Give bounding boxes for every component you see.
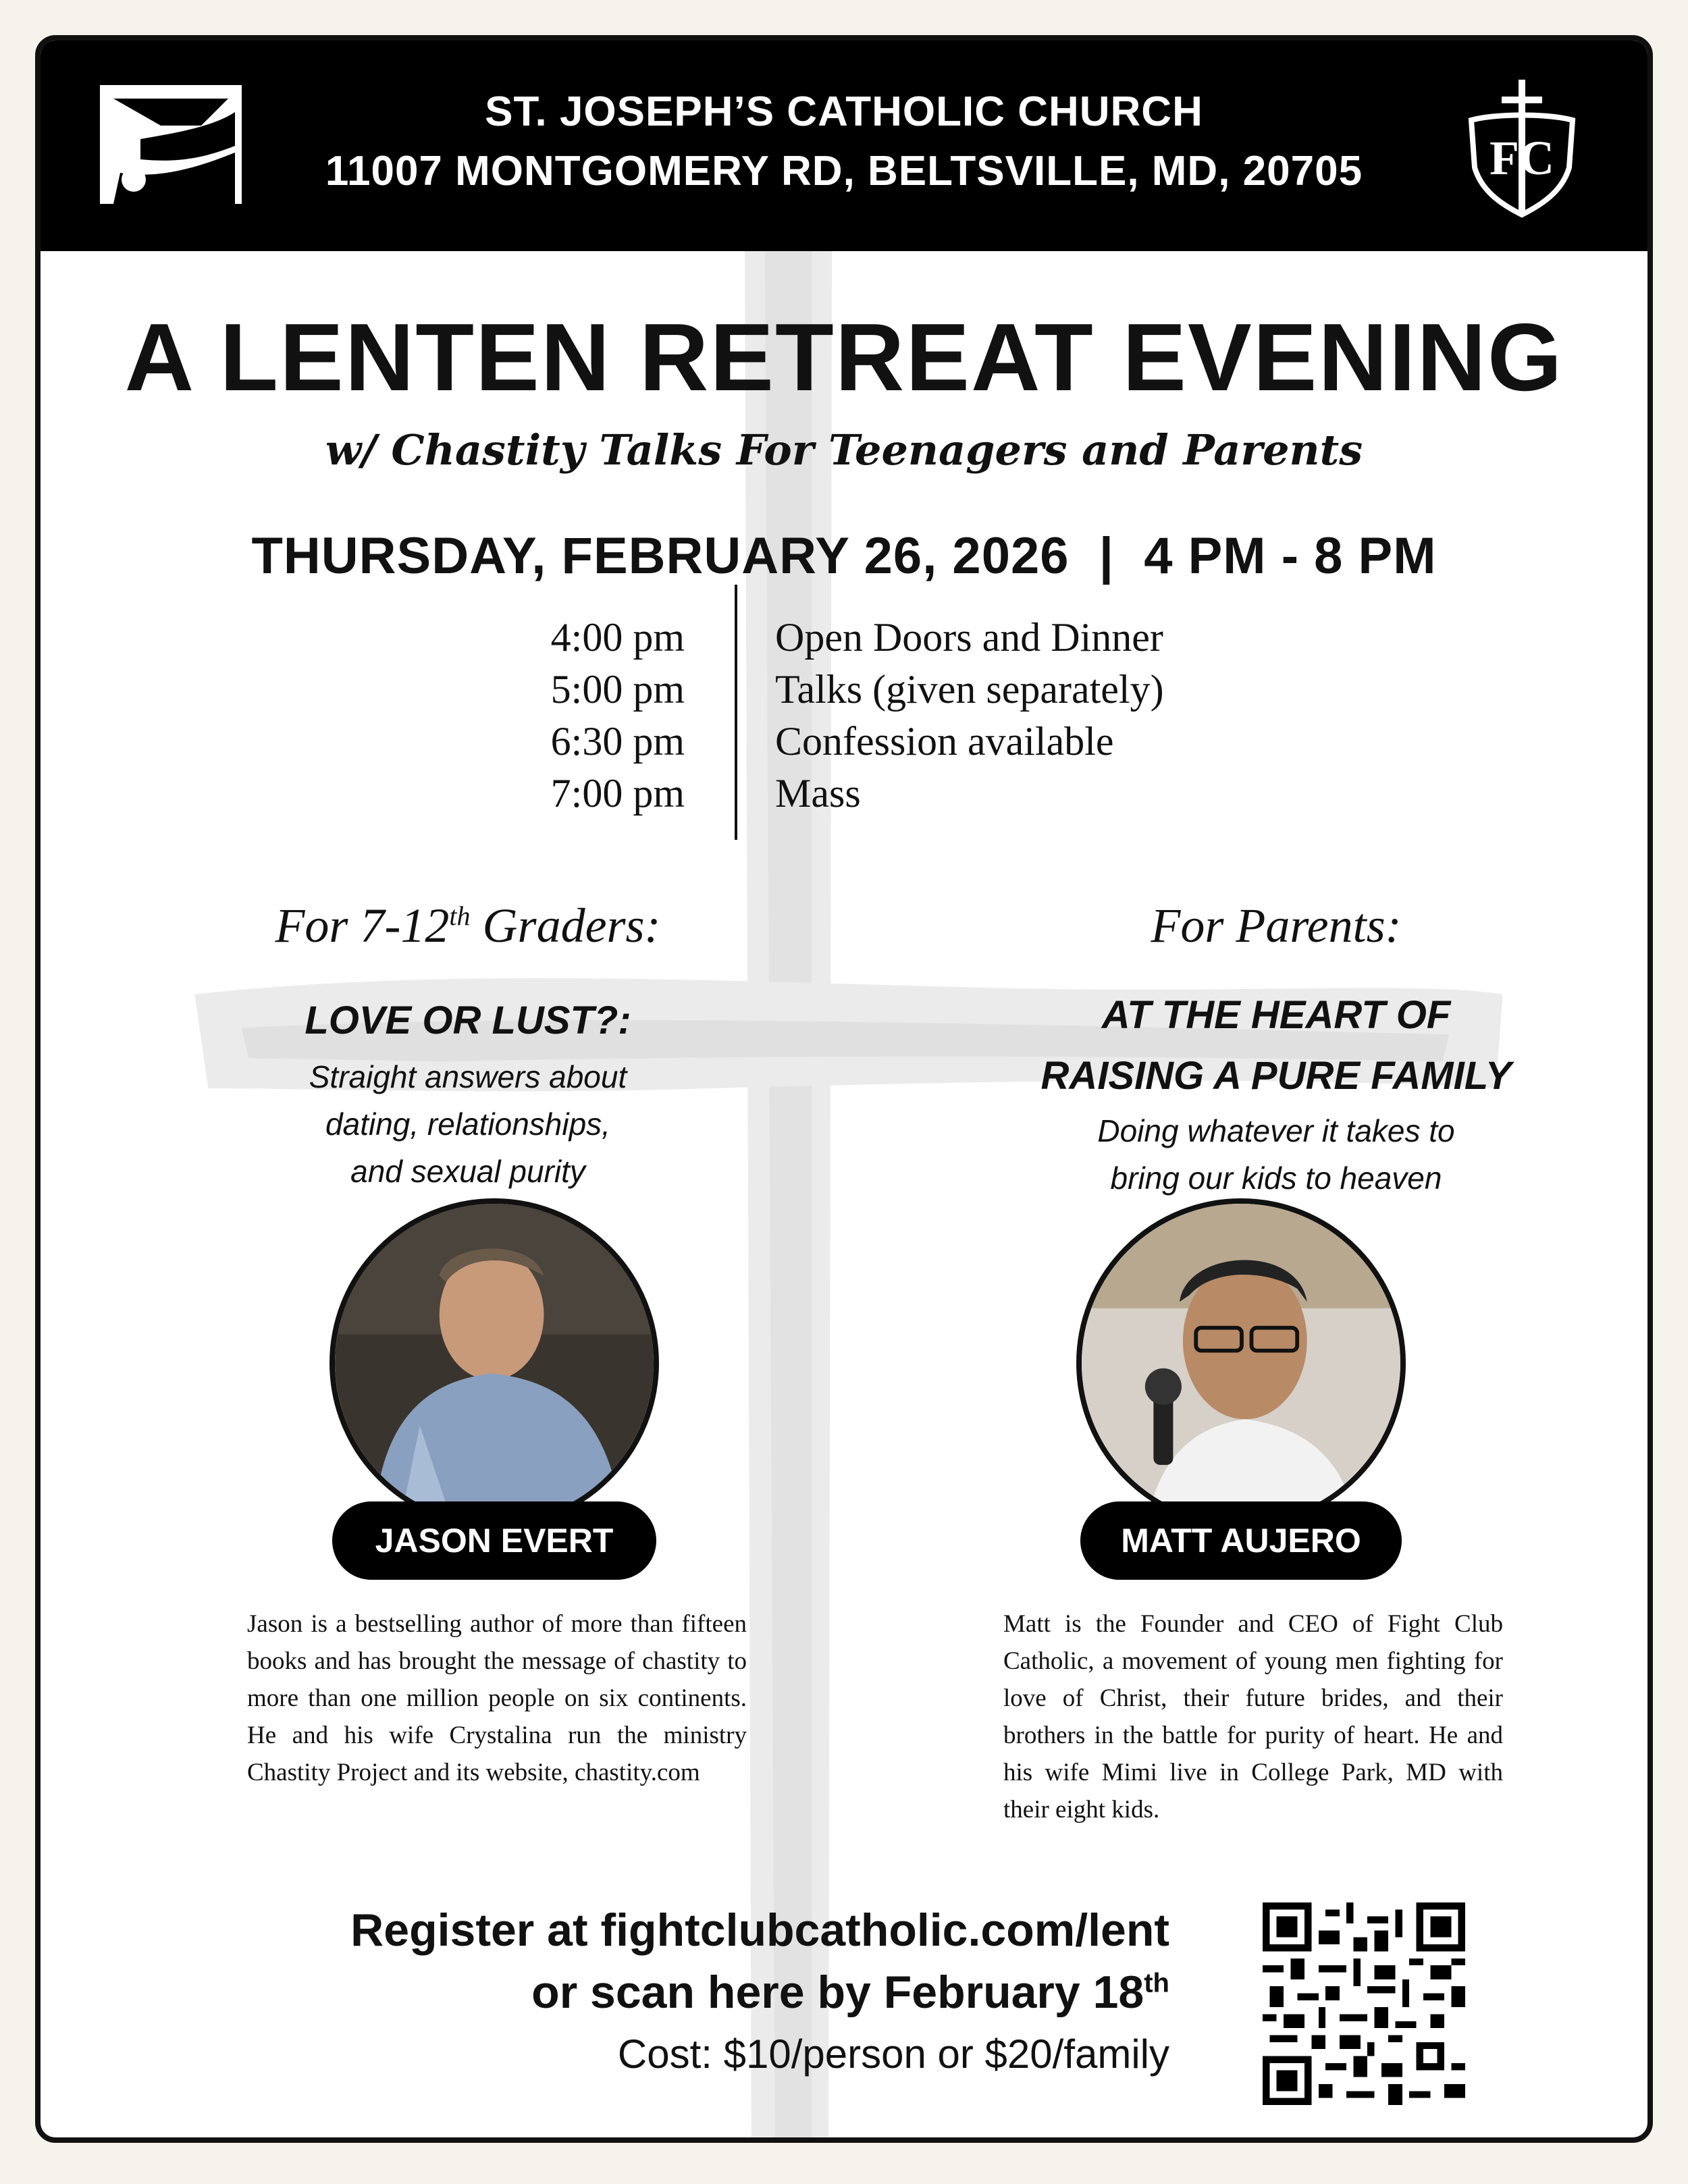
- parents-talk-title-line2: RAISING A PURE FAMILY: [1040, 1054, 1512, 1098]
- flyer: [35, 35, 1653, 2143]
- registration-qr-code[interactable]: [1263, 1902, 1465, 2105]
- schedule-item: Open Doors and Dinner: [775, 615, 1163, 660]
- schedule-item: Confession available: [775, 719, 1114, 764]
- matt-aujero-photo: [1076, 1198, 1406, 1528]
- event-date-time: THURSDAY, FEBRUARY 26, 2026 | 4 PM - 8 PM: [251, 527, 1437, 585]
- teens-audience: For 7-12th Graders:: [275, 899, 661, 953]
- schedule-time: 5:00 pm: [550, 667, 685, 712]
- schedule-item: Mass: [775, 771, 861, 816]
- teens-talk-description: Straight answers about dating, relationships, and sexual purity: [309, 1059, 627, 1189]
- register-line: Register at fightclubcatholic.com/lent: [350, 1905, 1169, 1956]
- jason-evert-photo: [329, 1198, 659, 1528]
- speaker-name-matt: MATT AUJERO: [1080, 1501, 1402, 1580]
- church-address: 11007 MONTGOMERY RD, BELTSVILLE, MD, 20705: [325, 148, 1363, 194]
- schedule-time: 6:30 pm: [550, 719, 685, 764]
- matt-bio: Matt is the Founder and CEO of Fight Club Catholic, a movement of young men fighting for love of Christ, their future brides, and their brothers in the battle for purity of heart. He and his wife Mimi live in College Park, MD with their eight kids.: [1003, 1610, 1503, 1823]
- schedule-times: [551, 612, 685, 820]
- speaker-name-jason: JASON EVERT: [332, 1501, 656, 1580]
- church-name: ST. JOSEPH’S CATHOLIC CHURCH: [485, 88, 1203, 135]
- schedule-time: 7:00 pm: [550, 771, 685, 816]
- logo-letters: FC: [1489, 131, 1554, 185]
- fight-club-catholic-shield-icon: [1461, 73, 1583, 221]
- schedule-item: Talks (given separately): [775, 667, 1164, 712]
- header-bar: [41, 41, 1647, 251]
- parents-talk-title-line1: AT THE HEART OF: [1101, 993, 1451, 1037]
- jason-bio: Jason is a bestselling author of more than fifteen books and has brought the message of chastity to more than one million people on six continents. He and his wife Crystalina run the ministry Chastity Project and its website, chastity.com: [247, 1610, 747, 1786]
- schedule-items: [775, 612, 1164, 820]
- schedule-time: 4:00 pm: [550, 615, 685, 660]
- parents-talk-description: Doing whatever it takes to bring our kids to heaven: [1097, 1113, 1455, 1196]
- register-deadline: or scan here by February 18th: [531, 1967, 1169, 2018]
- teens-talk-title: LOVE OR LUST?:: [305, 998, 631, 1042]
- cost-text: Cost: $10/person or $20/family: [617, 2031, 1169, 2077]
- schedule-divider: [735, 585, 737, 840]
- event-title: A LENTEN RETREAT EVENING: [124, 304, 1564, 411]
- parents-audience: For Parents:: [1151, 899, 1402, 953]
- event-subtitle: w/ Chastity Talks For Teenagers and Parents: [325, 425, 1363, 475]
